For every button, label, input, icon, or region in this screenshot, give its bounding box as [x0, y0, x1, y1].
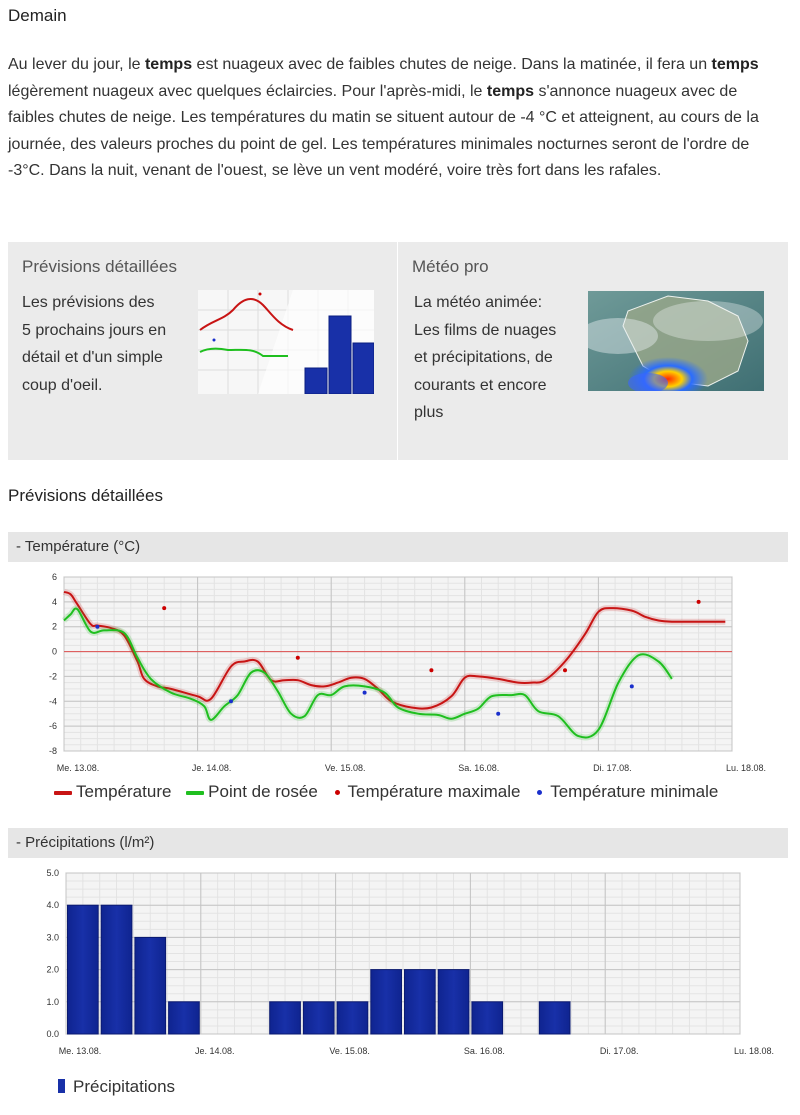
promo-line: Les films de nuages — [414, 321, 557, 339]
promo-meteo-pro-text — [414, 289, 556, 427]
x-tick-label: Sa. 16.08. — [463, 1046, 505, 1056]
promo-detailed-text — [22, 289, 166, 399]
y-tick-label: 4 — [51, 596, 57, 607]
precipitation-swatch — [58, 1079, 65, 1093]
temperature-legend — [54, 782, 728, 802]
tomorrow-heading: Demain — [8, 6, 67, 25]
precipitation-bar — [68, 905, 99, 1034]
y-tick-label: 3.0 — [46, 932, 59, 943]
y-tick-label: 6 — [51, 572, 57, 582]
x-tick-label: Di. 17.08. — [599, 1046, 639, 1056]
promo-line: courants et encore — [414, 376, 547, 394]
forecast-thumbnail[interactable] — [198, 290, 374, 394]
forecast-summary — [8, 52, 783, 185]
promo-line: plus — [414, 404, 444, 421]
promo-line: coup d'oeil. — [22, 376, 103, 394]
promo-line: Les prévisions des — [22, 294, 155, 311]
min-temperature-point — [630, 684, 634, 688]
precipitation-legend — [58, 1077, 185, 1097]
max-temperature-point — [296, 656, 300, 660]
animated-weather-map-thumbnail[interactable] — [588, 291, 764, 391]
x-tick-label: Sa. 16.08. — [458, 763, 500, 773]
min-temperature-point — [363, 691, 367, 695]
legend-dewpoint[interactable]: Point de rosée — [186, 782, 318, 802]
precipitation-bar — [337, 1002, 368, 1034]
temperature-section-title: - Température (°C) — [16, 538, 141, 555]
max-temperature-point — [563, 668, 567, 672]
promo-line: détail et d'un simple — [22, 349, 163, 366]
max-temperature-point — [429, 668, 433, 672]
precipitation-bar — [405, 970, 436, 1034]
temperature-swatch — [54, 791, 72, 795]
y-tick-label: 4.0 — [46, 900, 59, 911]
detailed-forecast-heading: Prévisions détaillées — [8, 486, 163, 505]
summary-keyword: temps — [486, 82, 534, 100]
promo-detailed-title[interactable]: Prévisions détaillées — [22, 257, 177, 276]
summary-text: légèrement nuageux avec quelques éclaircies. Pour l'après-midi, le — [8, 82, 487, 100]
min-temperature-point — [95, 625, 99, 629]
meteo-pro-promo[interactable] — [397, 242, 789, 460]
min-temperature-swatch — [537, 790, 542, 795]
promo-line: 5 prochains jours en — [22, 321, 167, 339]
precipitation-section-title: - Précipitations (l/m²) — [16, 834, 155, 851]
max-temperature-point — [697, 600, 701, 604]
promo-line: et précipitations, de — [414, 349, 553, 366]
promo-line: La météo animée: — [414, 294, 543, 311]
y-tick-label: 2.0 — [46, 964, 59, 975]
precipitation-bar — [303, 1002, 334, 1034]
precipitation-bar — [438, 970, 469, 1034]
min-temperature-point — [496, 712, 500, 716]
max-temperature-point — [162, 606, 166, 610]
legend-max-temperature[interactable]: Température maximale — [333, 782, 521, 802]
precipitation-bar — [270, 1002, 301, 1034]
temperature-section-header[interactable] — [8, 532, 788, 562]
temperature-chart — [0, 568, 800, 778]
y-tick-label: -6 — [48, 721, 57, 732]
precipitation-bar — [371, 970, 402, 1034]
summary-text: s'annonce nuageux avec de faibles chutes de neige. Les températures du matin se situent autour de -4 °C et atteignent, au cours de la journée, des valeurs proches du point de gel. Les températures minimales nocturnes seront de l'ordre de -3°C. Dans la nuit, venant de l'ouest, se lève un vent modéré, voire très fort dans les rafales. — [8, 82, 759, 179]
y-tick-label: 5.0 — [46, 868, 59, 878]
x-tick-label: Ve. 15.08. — [329, 1046, 370, 1056]
y-tick-label: -8 — [48, 746, 57, 756]
summary-keyword: temps — [711, 56, 759, 73]
summary-keyword: temps — [144, 56, 193, 73]
min-temperature-point — [229, 699, 233, 703]
detailed-forecast-promo[interactable] — [8, 242, 396, 460]
x-tick-label: Lu. 18.08. — [725, 763, 767, 773]
legend-temperature[interactable]: Température — [54, 782, 171, 802]
precipitation-section-header[interactable] — [8, 828, 788, 858]
dewpoint-swatch — [186, 791, 204, 795]
promo-meteo-pro-title[interactable]: Météo pro — [412, 257, 489, 276]
precipitation-bar — [472, 1002, 503, 1034]
y-tick-label: 1.0 — [46, 996, 59, 1007]
y-tick-label: -2 — [48, 671, 57, 682]
y-tick-label: 0 — [51, 646, 57, 657]
y-tick-label: -4 — [48, 696, 57, 707]
max-temperature-swatch — [335, 790, 340, 795]
legend-min-temperature[interactable]: Température minimale — [535, 782, 718, 802]
summary-text: est nuageux avec de faibles chutes de neige. Dans la matinée, il fera un — [192, 56, 712, 73]
precipitation-bar — [135, 937, 166, 1034]
precipitation-bar — [539, 1002, 570, 1034]
y-tick-label: 0.0 — [46, 1029, 59, 1039]
precipitation-bar — [169, 1002, 200, 1034]
x-tick-label: Je. 14.08. — [191, 763, 232, 773]
x-tick-label: Me. 13.08. — [58, 1046, 102, 1056]
precipitation-chart — [0, 864, 800, 1064]
y-tick-label: 2 — [51, 621, 57, 632]
precipitation-bar — [101, 905, 132, 1034]
legend-precipitation[interactable]: Précipitations — [58, 1077, 175, 1097]
x-tick-label: Me. 13.08. — [56, 763, 100, 773]
x-tick-label: Di. 17.08. — [593, 763, 632, 773]
summary-text: Au lever du jour, le — [8, 56, 145, 73]
x-tick-label: Je. 14.08. — [195, 1046, 235, 1056]
x-tick-label: Ve. 15.08. — [324, 763, 366, 773]
x-tick-label: Lu. 18.08. — [733, 1046, 775, 1056]
promo-panel — [8, 242, 788, 460]
